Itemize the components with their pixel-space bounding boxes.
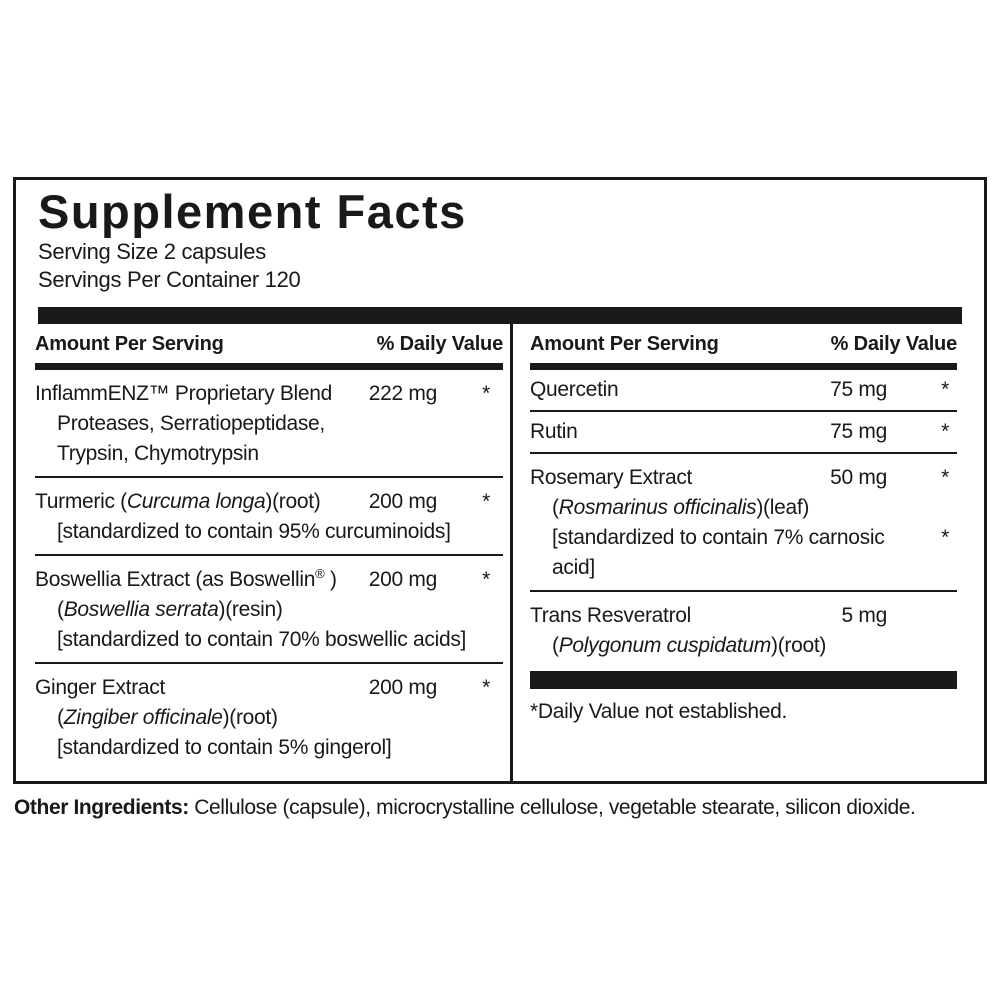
ingredient-sub-line bbox=[35, 703, 503, 733]
ingredient-main-line bbox=[35, 487, 503, 517]
ingredient-row-turmeric bbox=[35, 478, 503, 556]
ingredient-amount: 200 mg bbox=[368, 568, 437, 591]
ingredient-name: Trans Resveratrol bbox=[530, 604, 692, 627]
ingredient-amount: 222 mg bbox=[368, 382, 437, 405]
daily-value-header: % Daily Value bbox=[376, 333, 503, 355]
ingredient-name: Ginger Extract bbox=[35, 676, 166, 699]
panel-header bbox=[16, 180, 984, 294]
name-text: ) bbox=[324, 568, 337, 591]
ingredient-sub-line bbox=[530, 493, 957, 523]
ingredient-amount: 200 mg bbox=[368, 676, 437, 699]
sub-latin-text: Rosmarinus officinalis bbox=[558, 496, 757, 519]
left-column bbox=[35, 324, 503, 781]
ingredient-main-line bbox=[530, 375, 957, 405]
ingredient-sub-line: [standardized to contain 70% boswellic acids] bbox=[57, 628, 467, 651]
ingredient-row-boswellia bbox=[35, 556, 503, 664]
sub-text: ( bbox=[552, 634, 559, 657]
daily-value-footnote: *Daily Value not established. bbox=[530, 700, 788, 723]
other-ingredients-line bbox=[14, 794, 989, 822]
ingredient-row-rosemary bbox=[530, 454, 957, 592]
sub-text: ( bbox=[552, 496, 559, 519]
sub-text: [standardized to contain 7% carnosic acid] bbox=[552, 526, 885, 579]
ingredient-daily-value: * bbox=[482, 568, 490, 591]
ingredient-row-inflammenz bbox=[35, 370, 503, 478]
daily-value-header: % Daily Value bbox=[830, 333, 957, 355]
name-text: Turmeric ( bbox=[35, 490, 127, 513]
registered-mark: ® bbox=[315, 566, 325, 581]
ingredient-amount: 5 mg bbox=[841, 604, 887, 627]
column-divider bbox=[510, 324, 513, 781]
sub-text: ( bbox=[57, 598, 64, 621]
ingredient-row-trans-resveratrol bbox=[530, 592, 957, 668]
ingredient-sub-line bbox=[530, 523, 957, 583]
ingredient-main-line bbox=[35, 673, 503, 703]
amount-per-serving-header: Amount Per Serving bbox=[35, 333, 224, 355]
page-title: Supplement Facts bbox=[38, 185, 467, 238]
ingredient-name: Rutin bbox=[530, 420, 578, 443]
serving-size-text: Serving Size 2 capsules bbox=[38, 239, 266, 264]
ingredient-row-ginger bbox=[35, 664, 503, 770]
sub-text: ( bbox=[57, 706, 64, 729]
name-text: Boswellia Extract (as Boswellin bbox=[35, 568, 316, 591]
ingredient-daily-value: * bbox=[941, 526, 949, 549]
ingredient-sub-line bbox=[530, 631, 957, 661]
other-ingredients-label: Other Ingredients: bbox=[14, 796, 189, 819]
sub-latin-text: Boswellia serrata bbox=[63, 598, 219, 621]
servings-per-container-text: Servings Per Container 120 bbox=[38, 267, 301, 292]
right-column bbox=[530, 324, 957, 781]
sub-text: )(root) bbox=[771, 634, 827, 657]
ingredient-daily-value: * bbox=[482, 676, 490, 699]
ingredient-daily-value: * bbox=[941, 466, 949, 489]
sub-text: )(resin) bbox=[218, 598, 283, 621]
amount-per-serving-header: Amount Per Serving bbox=[530, 333, 719, 355]
sub-text: )(leaf) bbox=[756, 496, 810, 519]
header-rule bbox=[530, 363, 957, 370]
sub-text: )(root) bbox=[222, 706, 278, 729]
sub-latin-text: Polygonum cuspidatum bbox=[558, 634, 771, 657]
left-column-header bbox=[35, 324, 503, 363]
ingredient-amount: 50 mg bbox=[830, 466, 887, 489]
other-ingredients-text: Cellulose (capsule), microcrystalline cellulose, vegetable stearate, silicon dioxide. bbox=[194, 796, 916, 819]
ingredient-sub-line bbox=[35, 595, 503, 625]
sub-latin-text: Zingiber officinale bbox=[63, 706, 223, 729]
ingredient-daily-value: * bbox=[482, 382, 490, 405]
ingredient-row-rutin bbox=[530, 412, 957, 454]
supplement-facts-panel bbox=[13, 177, 987, 784]
ingredient-main-line bbox=[35, 565, 503, 595]
thick-divider-bar-top bbox=[38, 307, 962, 324]
facts-columns bbox=[16, 324, 984, 781]
ingredient-daily-value: * bbox=[941, 420, 949, 443]
ingredient-daily-value bbox=[887, 601, 957, 631]
ingredient-sub-line: Proteases, Serratiopeptidase, bbox=[57, 412, 325, 435]
header-rule bbox=[35, 363, 503, 370]
ingredient-main-line bbox=[530, 463, 957, 493]
ingredient-row-quercetin bbox=[530, 370, 957, 412]
thick-divider-bar-bottom bbox=[530, 671, 957, 689]
right-column-header bbox=[530, 324, 957, 363]
ingredient-daily-value: * bbox=[482, 490, 490, 513]
ingredient-name: Rosemary Extract bbox=[530, 466, 693, 489]
ingredient-daily-value: * bbox=[941, 378, 949, 401]
ingredient-name bbox=[35, 565, 365, 595]
name-text: )(root) bbox=[265, 490, 321, 513]
ingredient-amount: 200 mg bbox=[368, 490, 437, 513]
ingredient-amount: 75 mg bbox=[830, 420, 887, 443]
ingredient-amount: 75 mg bbox=[830, 378, 887, 401]
ingredient-sub-line: [standardized to contain 5% gingerol] bbox=[57, 736, 392, 759]
ingredient-sub-line: Trypsin, Chymotrypsin bbox=[57, 442, 259, 465]
ingredient-sub-line: [standardized to contain 95% curcuminoids] bbox=[57, 520, 451, 543]
ingredient-main-line bbox=[530, 601, 957, 631]
ingredient-name: InflammENZ™ Proprietary Blend bbox=[35, 382, 333, 405]
ingredient-name bbox=[35, 487, 365, 517]
name-latin-text: Curcuma longa bbox=[126, 490, 266, 513]
ingredient-name: Quercetin bbox=[530, 378, 619, 401]
ingredient-main-line bbox=[530, 417, 957, 447]
ingredient-main-line bbox=[35, 379, 503, 409]
